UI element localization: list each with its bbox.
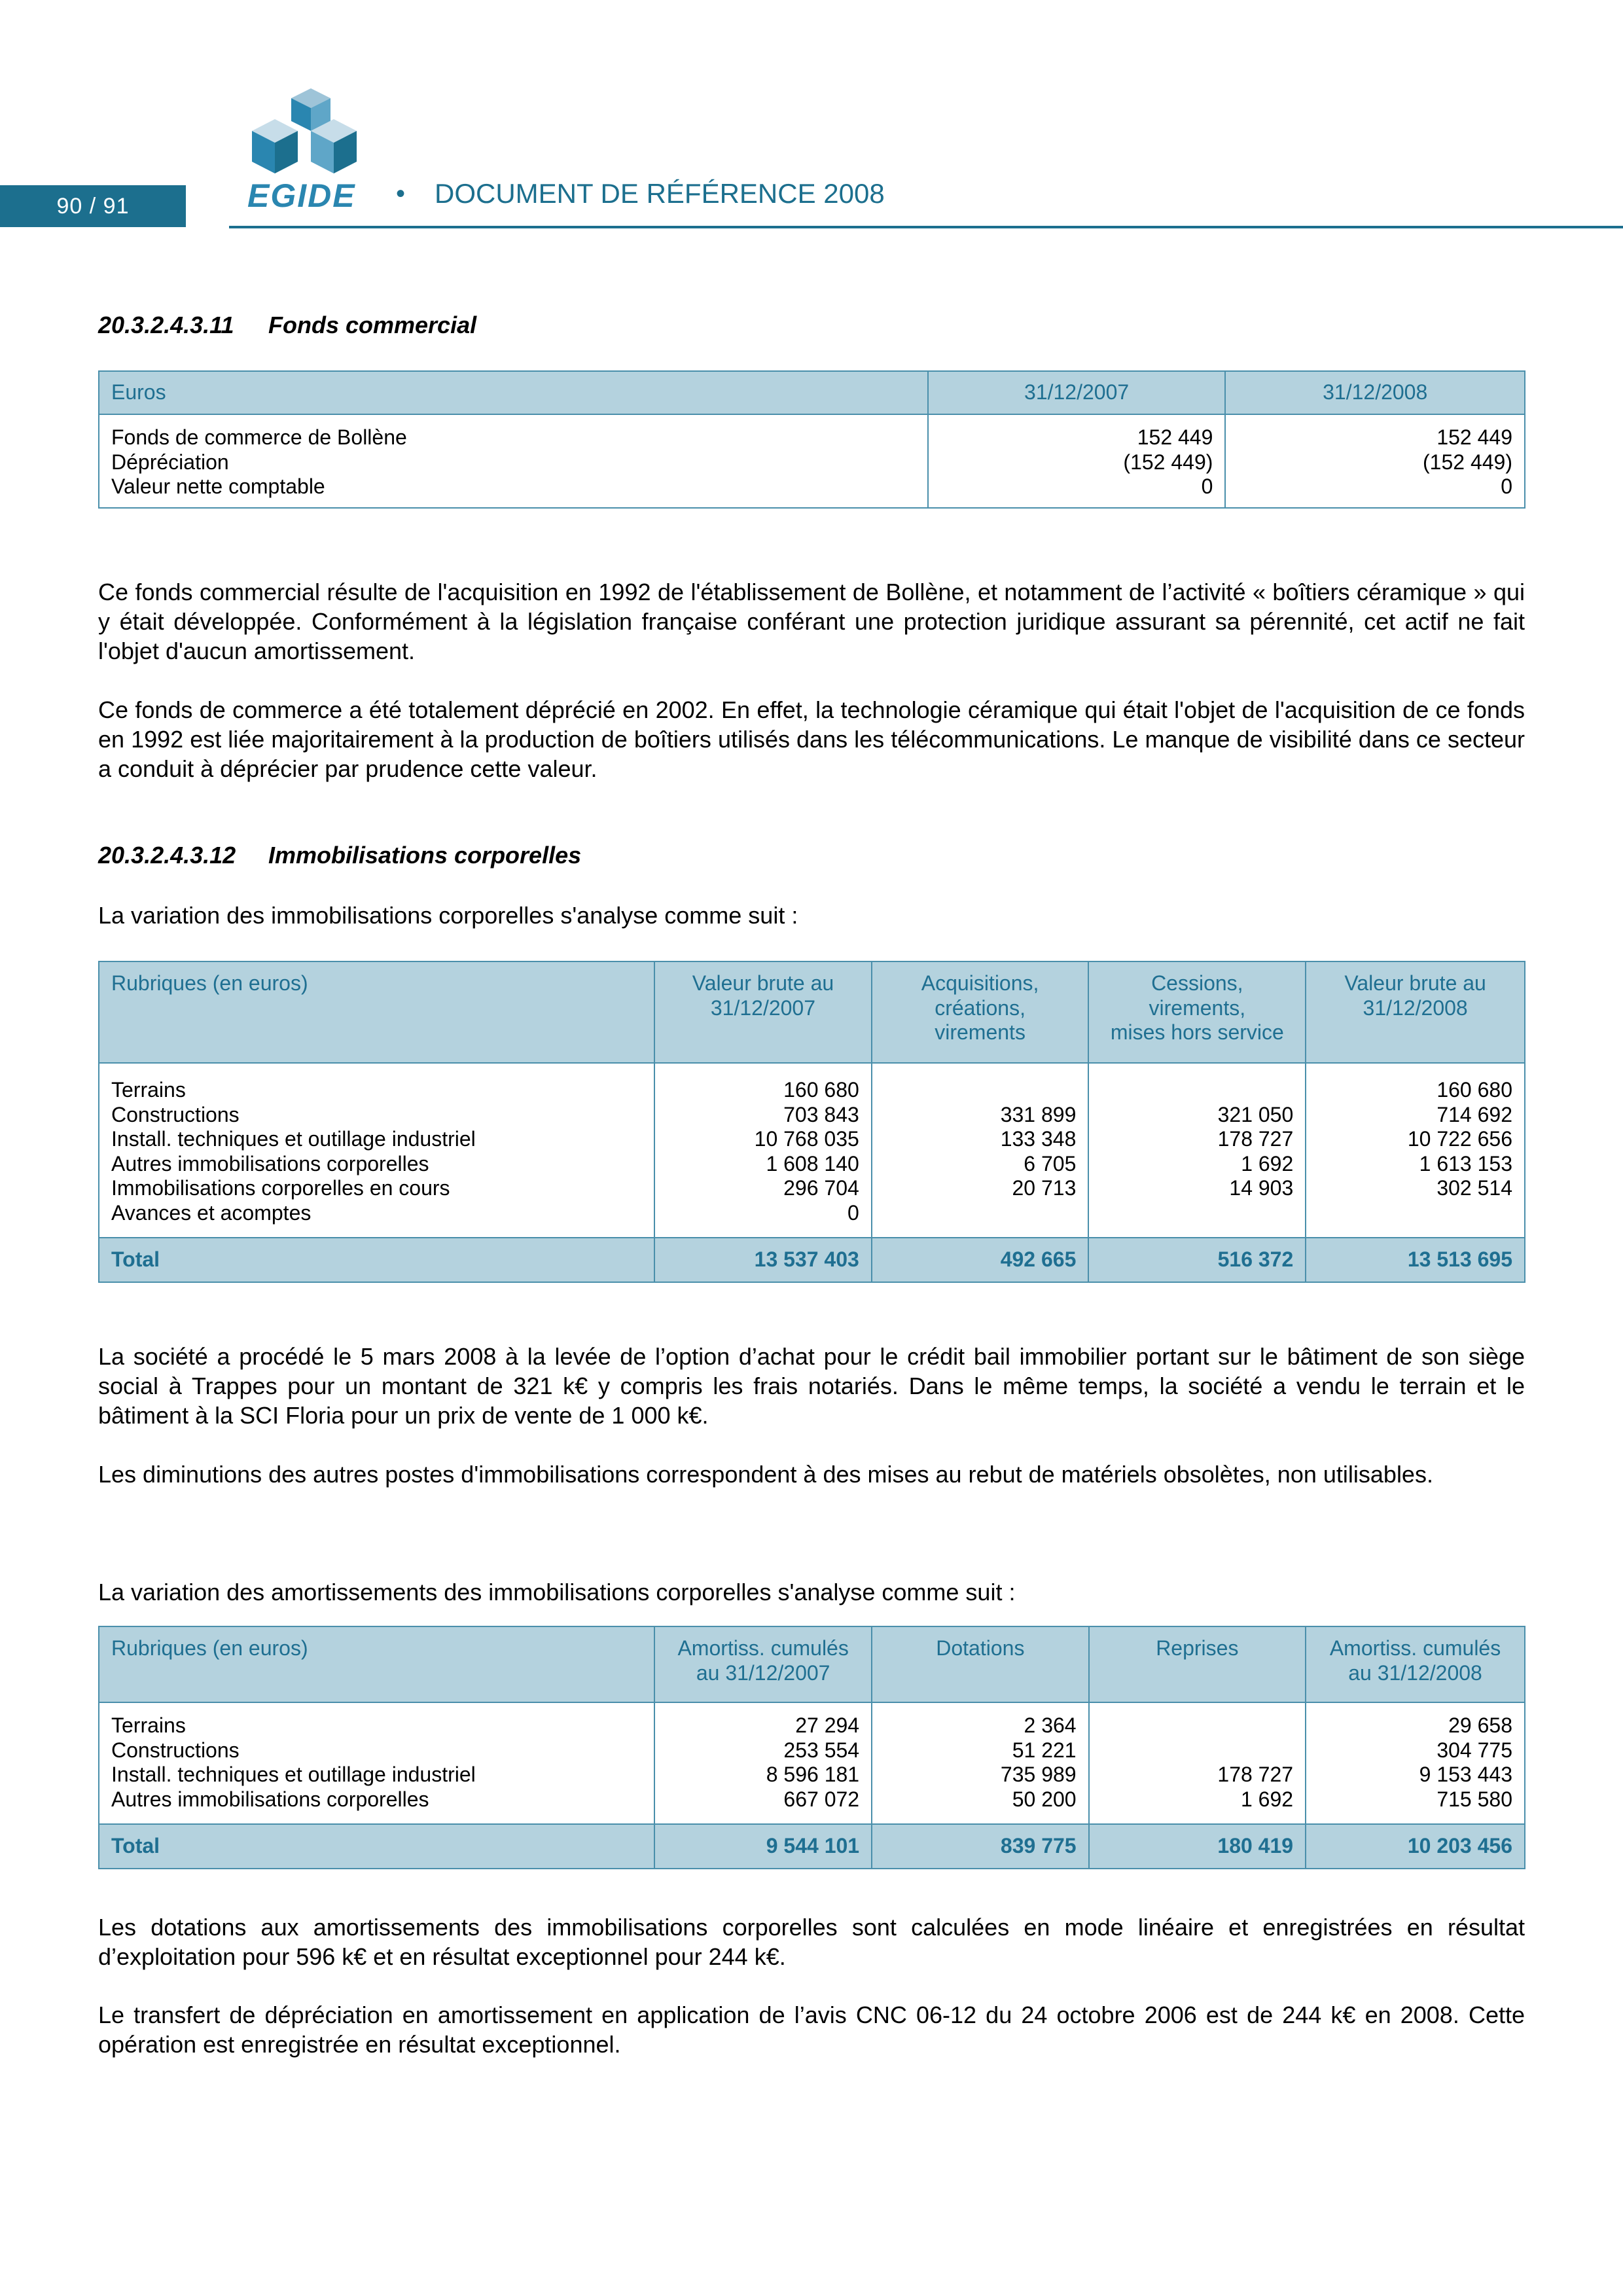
- table-cell: [99, 1702, 654, 1824]
- cell-value: 1 608 140: [766, 1151, 859, 1175]
- header-line: Amortiss. cumulés: [677, 1636, 849, 1660]
- row-label: Constructions: [111, 1738, 240, 1762]
- egide-logo-text: EGIDE: [247, 177, 356, 214]
- paragraph: Ce fonds de commerce a été totalement déprécié en 2002. En effet, la technologie céramique qui était l'objet de l'acquisition de ce fonds en 1992 est liée majoritairement à la production de boîtiers utilisés dans les télécommunications. Le manque de visibilité dans ce secteur a conduit à déprécier par prudence cette valeur.: [98, 696, 1525, 782]
- cell-value: [1101, 1738, 1293, 1763]
- total-value: 492 665: [872, 1238, 1089, 1282]
- table-cell: [1306, 1702, 1525, 1824]
- cell-value: 715 580: [1436, 1787, 1512, 1811]
- header-line: mises hors service: [1110, 1020, 1284, 1044]
- total-row: [99, 1824, 1525, 1869]
- paragraph: Les diminutions des autres postes d'immobilisations correspondent à des mises au rebut de matériels obsolètes, non utilisables.: [98, 1461, 1433, 1488]
- paragraph: Ce fonds commercial résulte de l'acquisition en 1992 de l'établissement de Bollène, et notamment de l’activité « boîtiers céramique » qui y était développée. Conformément à la législation française conférant une protection juridique assurant sa pérennité, cet actif ne fait l'objet d'aucun amortissement.: [98, 579, 1525, 664]
- cell-value: 29 658: [1448, 1713, 1512, 1737]
- table-header-row: [99, 1626, 1525, 1702]
- header-bullet: •: [396, 179, 406, 208]
- column-header: [654, 1626, 872, 1702]
- header-line: Valeur brute au: [692, 971, 834, 995]
- total-value: 13 537 403: [654, 1238, 872, 1282]
- cell-value: [1101, 1201, 1293, 1226]
- table-cell: [928, 414, 1226, 508]
- cell-value: 178 727: [1217, 1127, 1294, 1151]
- row-label: Install. techniques et outillage industriel: [111, 1763, 476, 1786]
- fonds-commercial-table: [98, 370, 1525, 509]
- table-body-row: [99, 1063, 1525, 1238]
- cell-value: 1 613 153: [1419, 1151, 1512, 1175]
- column-header: [872, 1626, 1089, 1702]
- cell-value: 1 692: [1241, 1151, 1294, 1175]
- cell-value: 51 221: [1012, 1738, 1077, 1762]
- section-heading-immobilisations: [98, 842, 581, 869]
- total-label: Total: [99, 1238, 654, 1282]
- column-header: [1089, 1626, 1306, 1702]
- header-line: au 31/12/2007: [696, 1660, 830, 1685]
- header-line: Rubriques (en euros): [111, 1636, 308, 1660]
- section-title: Fonds commercial: [268, 312, 477, 338]
- cell-value: 1 692: [1240, 1787, 1294, 1811]
- cell-value: 160 680: [1436, 1078, 1512, 1102]
- cell-value: 14 903: [1229, 1176, 1294, 1200]
- cell-value: [1318, 1201, 1512, 1226]
- total-value: 9 544 101: [654, 1824, 872, 1869]
- column-header: 31/12/2007: [928, 371, 1226, 414]
- header-line: Cessions,: [1151, 971, 1243, 995]
- cell-value: 50 200: [1012, 1787, 1077, 1811]
- paragraph: Le transfert de dépréciation en amortissement en application de l’avis CNC 06-12 du 24 octobre 2006 est de 244 k€ en 2008. Cette opération est enregistrée en résultat exceptionnel.: [98, 2001, 1525, 2058]
- column-header: 31/12/2008: [1225, 371, 1525, 414]
- table-cell: [1089, 1702, 1306, 1824]
- total-value: 839 775: [872, 1824, 1089, 1869]
- cell-value: 10 722 656: [1407, 1127, 1512, 1151]
- cell-value: 152 449: [1137, 425, 1213, 449]
- page-indicator: 90 / 91: [0, 185, 186, 227]
- total-value: 180 419: [1089, 1824, 1306, 1869]
- total-value: 516 372: [1088, 1238, 1306, 1282]
- header-line: virements: [935, 1020, 1026, 1044]
- header-divider: [229, 226, 1623, 228]
- column-header: [872, 961, 1089, 1063]
- column-header: [99, 1626, 654, 1702]
- cell-value: 152 449: [1436, 425, 1512, 449]
- cell-value: 6 705: [1024, 1151, 1077, 1175]
- section-heading-fonds-commercial: [98, 312, 476, 339]
- table-cell: [99, 414, 928, 508]
- header-line: Acquisitions,: [921, 971, 1039, 995]
- cell-value: 714 692: [1436, 1102, 1512, 1126]
- cell-value: 2 364: [1024, 1713, 1077, 1737]
- table-body-row: [99, 1702, 1525, 1824]
- section-title: Immobilisations corporelles: [268, 842, 582, 869]
- table-cell: [1306, 1063, 1525, 1238]
- cell-value: (152 449): [1423, 450, 1512, 474]
- header-line: Rubriques (en euros): [111, 971, 308, 995]
- total-value: 13 513 695: [1306, 1238, 1525, 1282]
- row-label: Valeur nette comptable: [111, 475, 325, 498]
- immobilisations-table: [98, 961, 1525, 1283]
- column-header: Euros: [99, 371, 928, 414]
- cell-value: 321 050: [1217, 1102, 1294, 1126]
- cell-value: 331 899: [1000, 1102, 1077, 1126]
- column-header: [1088, 961, 1306, 1063]
- row-label: Terrains: [111, 1078, 186, 1102]
- table-cell: [654, 1702, 872, 1824]
- amortissements-table: [98, 1626, 1525, 1869]
- cell-value: 735 989: [1000, 1763, 1077, 1786]
- cell-value: 0: [1501, 475, 1512, 498]
- row-label: Avances et acomptes: [111, 1200, 312, 1225]
- total-value: 10 203 456: [1306, 1824, 1525, 1869]
- table-header-row: [99, 961, 1525, 1063]
- section-number: 20.3.2.4.3.12: [98, 842, 236, 869]
- row-label: Terrains: [111, 1713, 186, 1737]
- cell-value: [1101, 1078, 1293, 1103]
- cell-value: 703 843: [783, 1102, 859, 1126]
- table-cell: [872, 1702, 1089, 1824]
- cell-value: 8 596 181: [766, 1763, 860, 1786]
- column-header: [654, 961, 872, 1063]
- cell-value: 27 294: [795, 1713, 860, 1737]
- row-label: Immobilisations corporelles en cours: [111, 1176, 450, 1200]
- header-line: Amortiss. cumulés: [1329, 1636, 1501, 1660]
- column-header: [1306, 1626, 1525, 1702]
- row-label: Install. techniques et outillage industriel: [111, 1127, 476, 1151]
- cell-value: 304 775: [1436, 1738, 1512, 1762]
- header-line: Reprises: [1156, 1636, 1239, 1660]
- cell-value: 296 704: [783, 1176, 859, 1200]
- table-header-row: [99, 371, 1525, 414]
- table-row: [99, 414, 1525, 508]
- row-label: Fonds de commerce de Bollène: [111, 425, 407, 449]
- header-line: virements,: [1149, 996, 1246, 1020]
- header-line: 31/12/2007: [710, 996, 816, 1020]
- paragraph: La variation des amortissements des immobilisations corporelles s'analyse comme suit :: [98, 1579, 1016, 1605]
- cell-value: 178 727: [1217, 1763, 1294, 1786]
- header-line: Dotations: [936, 1636, 1025, 1660]
- column-header: [99, 961, 654, 1063]
- cell-value: 0: [847, 1200, 859, 1225]
- cell-value: [884, 1078, 1077, 1103]
- table-cell: [872, 1063, 1089, 1238]
- header-line: créations,: [935, 996, 1026, 1020]
- header-line: au 31/12/2008: [1348, 1660, 1482, 1685]
- cell-value: 0: [1201, 475, 1213, 498]
- cell-value: (152 449): [1123, 450, 1213, 474]
- cell-value: 20 713: [1012, 1176, 1077, 1200]
- row-label: Constructions: [111, 1102, 240, 1126]
- total-label: Total: [99, 1824, 654, 1869]
- cell-value: 133 348: [1000, 1127, 1077, 1151]
- column-header: [1306, 961, 1525, 1063]
- cell-value: 667 072: [783, 1787, 860, 1811]
- document-title: DOCUMENT DE RÉFÉRENCE 2008: [435, 178, 885, 209]
- paragraph: Les dotations aux amortissements des immobilisations corporelles sont calculées en mode linéaire et enregistrées en résultat d’exploitation pour 596 k€ et en résultat exceptionnel pour 244 k€.: [98, 1914, 1525, 1970]
- header-line: Valeur brute au: [1344, 971, 1486, 995]
- row-label: Dépréciation: [111, 450, 229, 474]
- cell-value: 9 153 443: [1419, 1763, 1512, 1786]
- cell-value: [1101, 1713, 1293, 1738]
- cell-value: [884, 1201, 1077, 1226]
- cell-value: 160 680: [783, 1078, 859, 1102]
- paragraph: La variation des immobilisations corporelles s'analyse comme suit :: [98, 902, 798, 929]
- table-cell: [1225, 414, 1525, 508]
- total-row: [99, 1238, 1525, 1282]
- cell-value: 253 554: [783, 1738, 860, 1762]
- header-line: 31/12/2008: [1363, 996, 1468, 1020]
- table-cell: [654, 1063, 872, 1238]
- table-cell: [1088, 1063, 1306, 1238]
- row-label: Autres immobilisations corporelles: [111, 1151, 429, 1175]
- row-label: Autres immobilisations corporelles: [111, 1787, 429, 1811]
- paragraph: La société a procédé le 5 mars 2008 à la levée de l’option d’achat pour le crédit bail immobilier portant sur le bâtiment de son siège social à Trappes pour un montant de 321 k€ y compris les frais notariés. Dans le même temps, la société a vendu le terrain et le bâtiment à la SCI Floria pour un prix de vente de 1 000 k€.: [98, 1343, 1525, 1429]
- section-number: 20.3.2.4.3.11: [98, 312, 234, 338]
- cell-value: 10 768 035: [754, 1127, 859, 1151]
- table-cell: [99, 1063, 654, 1238]
- cell-value: 302 514: [1436, 1176, 1512, 1200]
